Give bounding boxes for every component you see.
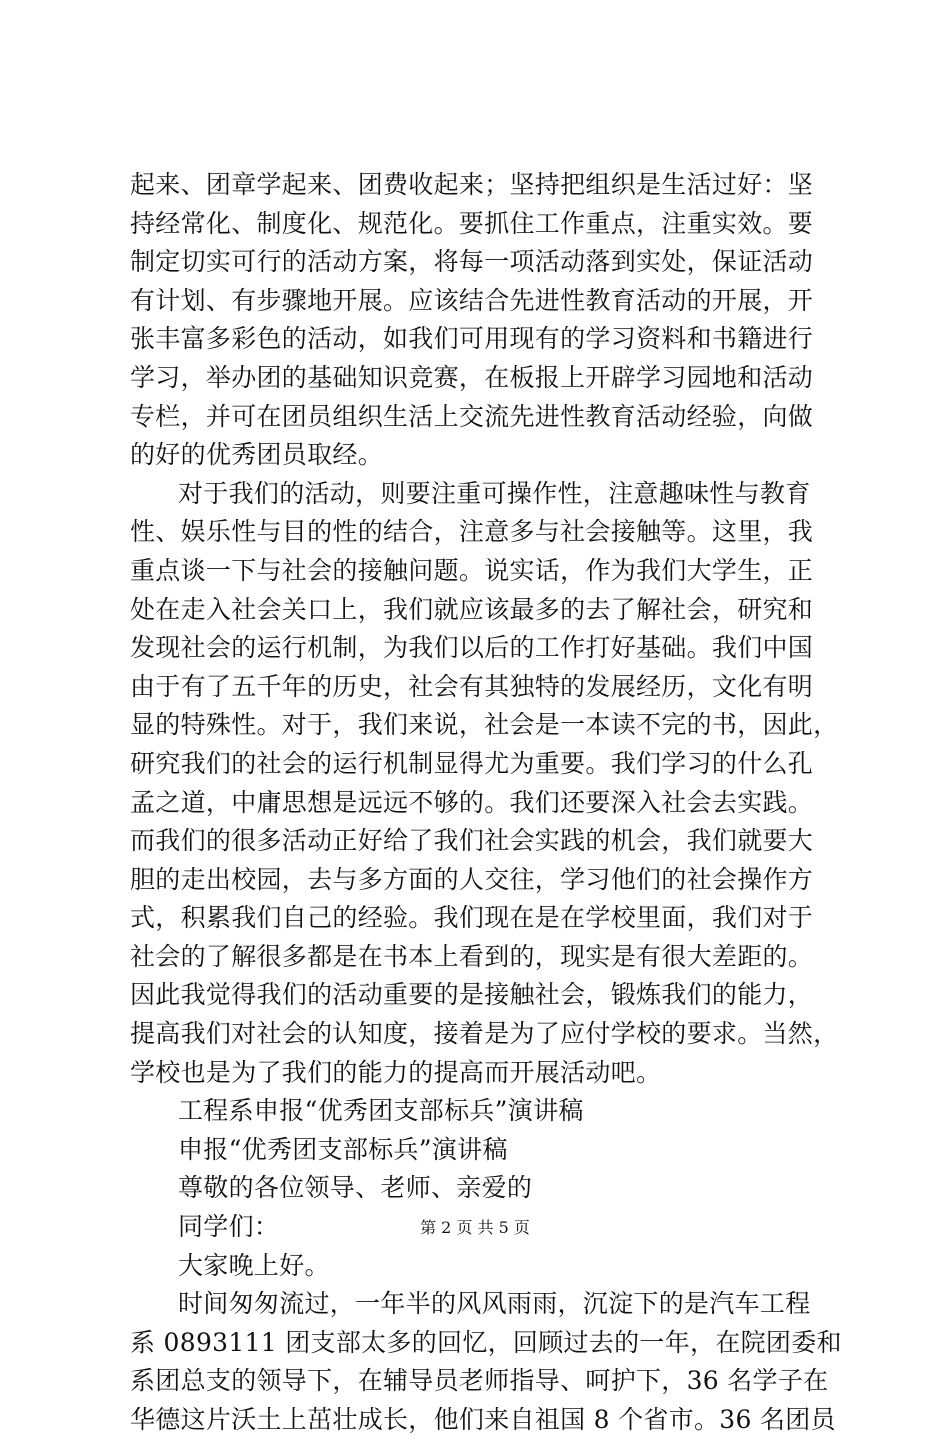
text-line: 申报“优秀团支部标兵”演讲稿 (178, 1134, 508, 1164)
text-line: 胆的走出校园，去与多方面的人交往，学习他们的社会操作方 (130, 864, 814, 894)
text-line: 由于有了五千年的历史，社会有其独特的发展经历，文化有明 (130, 671, 814, 701)
text-line: 重点谈一下与社会的接触问题。说实话，作为我们大学生，正 (130, 555, 814, 585)
text-line: 研究我们的社会的运行机制显得尤为重要。我们学习的什么孔 (130, 748, 814, 778)
text-line: 工程系申报“优秀团支部标兵”演讲稿 (178, 1096, 584, 1126)
text-line: 对于我们的活动，则要注重可操作性，注意趣味性与教育 (178, 478, 811, 508)
text-line: 起来、团章学起来、团费收起来；坚持把组织是生活过好：坚 (130, 170, 814, 199)
text-line: 而我们的很多活动正好给了我们社会实践的机会，我们就要大 (130, 826, 814, 856)
text-line: 学校也是为了我们的能力的提高而开展活动吧。 (130, 1057, 662, 1087)
text-line: 的好的优秀团员取经。 (130, 440, 384, 470)
text-line: 系团总支的领导下，在辅导员老师指导、呵护下，36 名学子在 (130, 1366, 829, 1396)
text-line: 华德这片沃土上茁壮成长，他们来自祖国 8 个省市。36 名团员 (130, 1405, 836, 1434)
text-line: 社会的了解很多都是在书本上看到的，现实是有很大差距的。 (130, 941, 814, 971)
text-line: 有计划、有步骤地开展。应该结合先进性教育活动的开展，开 (130, 285, 814, 315)
text-line: 发现社会的运行机制，为我们以后的工作打好基础。我们中国 (130, 633, 814, 663)
text-line: 尊敬的各位领导、老师、亲爱的 (178, 1173, 533, 1203)
document-body (130, 166, 842, 1440)
text-line: 显的特殊性。对于，我们来说，社会是一本读不完的书，因此， (130, 710, 839, 740)
page-footer: 第 2 页 共 5 页 (420, 1218, 530, 1237)
text-line: 同学们： (178, 1212, 280, 1242)
text-line: 大家晚上好。 (178, 1250, 330, 1280)
text-line: 持经常化、制度化、规范化。要抓住工作重点，注重实效。要 (130, 208, 814, 238)
text-line: 提高我们对社会的认知度，接着是为了应付学校的要求。当然， (130, 1019, 839, 1049)
text-line: 学习，举办团的基础知识竞赛，在板报上开辟学习园地和活动 (130, 362, 814, 392)
text-line: 处在走入社会关口上，我们就应该最多的去了解社会，研究和 (130, 594, 814, 624)
text-line: 系 0893111 团支部太多的回忆，回顾过去的一年，在院团委和 (130, 1327, 842, 1357)
text-line: 性、娱乐性与目的性的结合，注意多与社会接触等。这里，我 (130, 517, 814, 547)
text-line: 张丰富多彩色的活动，如我们可用现有的学习资料和书籍进行 (130, 324, 814, 354)
text-line: 因此我觉得我们的活动重要的是接触社会，锻炼我们的能力， (130, 980, 814, 1010)
text-line: 时间匆匆流过，一年半的风风雨雨，沉淀下的是汽车工程 (178, 1289, 811, 1319)
text-line: 专栏，并可在团员组织生活上交流先进性教育活动经验，向做 (130, 401, 814, 431)
text-line: 制定切实可行的活动方案，将每一项活动落到实处，保证活动 (130, 247, 814, 277)
text-line: 式，积累我们自己的经验。我们现在是在学校里面，我们对于 (130, 903, 814, 933)
text-line: 孟之道，中庸思想是远远不够的。我们还要深入社会去实践。 (130, 787, 814, 817)
